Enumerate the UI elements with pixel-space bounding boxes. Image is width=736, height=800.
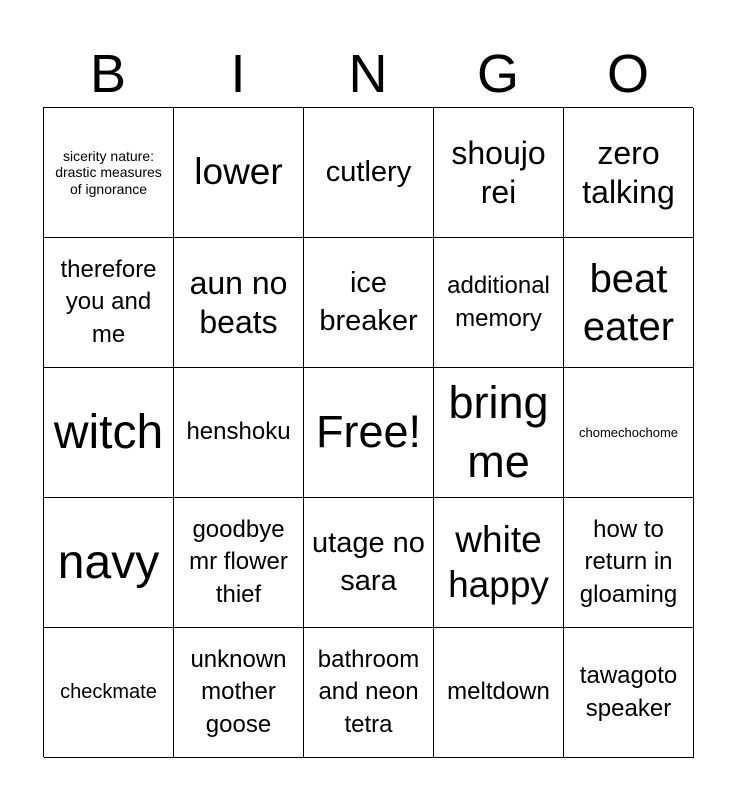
header-letter-o: O bbox=[606, 44, 649, 104]
cell-label: lower bbox=[194, 151, 283, 193]
bingo-cell-r4c1[interactable] bbox=[44, 498, 174, 628]
bingo-cell-r1c3[interactable] bbox=[304, 108, 434, 238]
bingo-cell-r2c3[interactable] bbox=[304, 238, 434, 368]
bingo-cell-r5c4[interactable] bbox=[434, 628, 564, 758]
bingo-cell-r2c4[interactable] bbox=[434, 238, 564, 368]
bingo-cell-r1c2[interactable] bbox=[174, 108, 304, 238]
bingo-cell-r3c2[interactable] bbox=[174, 368, 304, 498]
cell-label: white happy bbox=[448, 519, 549, 605]
bingo-cell-r2c5[interactable] bbox=[564, 238, 694, 368]
bingo-cell-r4c5[interactable] bbox=[564, 498, 694, 628]
cell-label: henshoku bbox=[186, 418, 291, 446]
cell-label: beat eater bbox=[582, 256, 675, 349]
header-letter-g: G bbox=[476, 44, 519, 104]
cell-label: navy bbox=[57, 536, 160, 589]
bingo-cell-r2c2[interactable] bbox=[174, 238, 304, 368]
cell-label: additional memory bbox=[447, 272, 550, 332]
header-letter-n: N bbox=[348, 44, 388, 104]
cell-label: aun no beats bbox=[189, 265, 288, 340]
bingo-cell-r4c4[interactable] bbox=[434, 498, 564, 628]
cell-label: cutlery bbox=[325, 155, 412, 188]
cell-label: checkmate bbox=[60, 681, 157, 703]
bingo-cell-r3c4[interactable] bbox=[434, 368, 564, 498]
bingo-cell-r5c2[interactable] bbox=[174, 628, 304, 758]
cell-label: bathroom and neon tetra bbox=[317, 645, 420, 738]
cell-label: meltdown bbox=[447, 678, 550, 706]
free-space-label: Free! bbox=[315, 406, 422, 458]
cell-label: how to return in gloaming bbox=[579, 515, 678, 608]
cell-label: goodbye mr flower thief bbox=[189, 515, 288, 608]
cell-label: shoujo rei bbox=[451, 135, 546, 210]
cell-label: unknown mother goose bbox=[190, 645, 287, 738]
bingo-header bbox=[43, 42, 693, 106]
bingo-cell-r3c3[interactable] bbox=[304, 368, 434, 498]
header-letter-b: B bbox=[89, 44, 127, 104]
bingo-cell-r1c4[interactable] bbox=[434, 108, 564, 238]
bingo-cell-r3c1[interactable] bbox=[44, 368, 174, 498]
bingo-cell-r4c3[interactable] bbox=[304, 498, 434, 628]
cell-label: ice breaker bbox=[319, 266, 418, 337]
bingo-cell-r1c1[interactable] bbox=[44, 108, 174, 238]
cell-label: chomechochome bbox=[579, 425, 678, 440]
cell-label: witch bbox=[53, 406, 164, 459]
bingo-cell-r4c2[interactable] bbox=[174, 498, 304, 628]
bingo-cell-r5c3[interactable] bbox=[304, 628, 434, 758]
bingo-cell-r1c5[interactable] bbox=[564, 108, 694, 238]
cell-label: tawagoto speaker bbox=[579, 662, 678, 722]
bingo-cell-r5c1[interactable] bbox=[44, 628, 174, 758]
bingo-board bbox=[43, 107, 693, 757]
header-letter-i: I bbox=[230, 44, 246, 104]
cell-label: bring me bbox=[448, 377, 549, 487]
bingo-cell-r2c1[interactable] bbox=[44, 238, 174, 368]
cell-label: sicerity nature: drastic measures of ignorance bbox=[55, 147, 162, 197]
cell-label: utage no sara bbox=[312, 526, 425, 597]
cell-label: therefore you and me bbox=[60, 255, 157, 348]
bingo-cell-r5c5[interactable] bbox=[564, 628, 694, 758]
cell-label: zero talking bbox=[582, 135, 675, 210]
bingo-cell-r3c5[interactable] bbox=[564, 368, 694, 498]
